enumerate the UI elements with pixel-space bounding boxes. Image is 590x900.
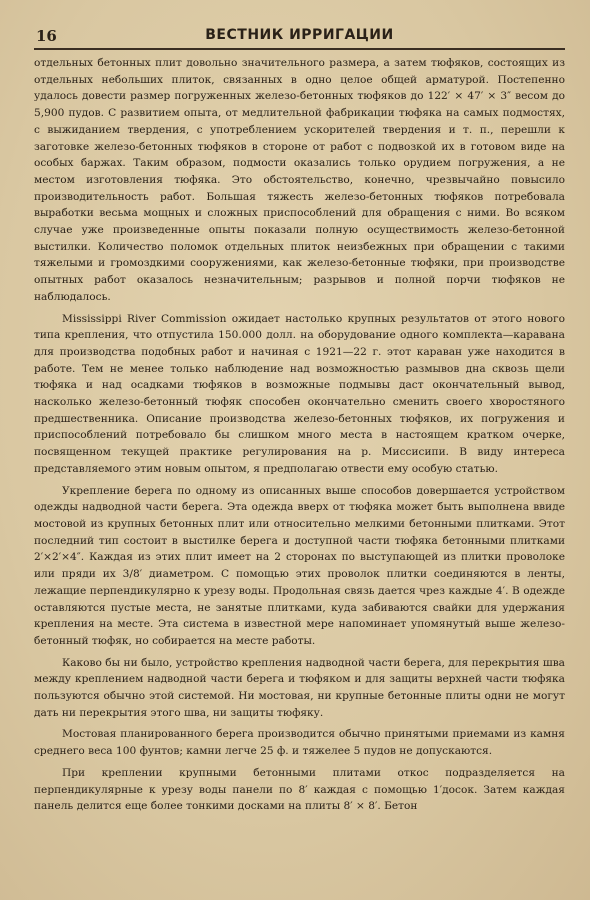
page-header (34, 24, 565, 50)
paragraph: При креплении крупными бетонными плитами откос подразделяется на перпендикулярные к урезу воды панели по 8′ каждая с помощью 1′досок. Затем каждая панель делится еще более тонкими досками на плиты 8′ × 8′. Бетон (34, 766, 565, 813)
page-number: 16 (36, 27, 57, 45)
article-body (34, 55, 565, 815)
paragraph: Mississippi River Commission ожидает настолько крупных результатов от этого нового типа крепления, что отпустила 150.000 долл. на оборудование одного комплекта—каравана для производства подобных работ и начиная с 1921—22 г. этот караван уже находится в работе. Тем не менее только наблюдение над возможностью размывов дна сквозь щели тюфяка и над осадками тюфяков в возможные подмывы даст окончательный вывод, насколько железо-бетонный тюфяк способен окончательно сменить своего хворостяного предшественника. Описание производства железо-бетонных тюфяков, их погружения и приспособлений потребовало бы слишком много места в настоящем кратком очерке, посвященном текущей практике регулирования на р. Миссисипи. В виду интереса представляемого этим новым опытом, я предполагаю отвести ему особую статью. (34, 312, 565, 475)
paragraph: Каково бы ни было, устройство крепления надводной части берега, для перекрытия шва между креплением надводной части берега и тюфяком и для защиты верхней части тюфяка пользуются обычно этой системой. Ни мостовая, ни крупные бетонные плиты одни не могут дать ни перекрытия этого шва, ни защиты тюфяку. (34, 656, 565, 719)
journal-title: ВЕСТНИК ИРРИГАЦИИ (205, 27, 394, 43)
paragraph: Укрепление берега по одному из описанных выше способов довершается устройством одежды надводной части берега. Эта одежда вверх от тюфяка может быть выполнена ввиде мостовой из крупных бетонных плит или относительно мелкими бетонными плитками. Этот последний тип состоит в выстилке берега и доступной части тюфяка бетонными плитками 2′×2′×4″. Каждая из этих плит имеет на 2 сторонах по выступающей из плитки проволоке или пряди их 3/8′ диаметром. С помощью этих проволок плитки соединяются в ленты, лежащие перпендикулярно к урезу воды. Продольная связь дается чрез каждые 4′. В одежде оставляются пустые места, не занятые плитками, куда забиваются свайки для удержания крепления на месте. Эта система в известной мере напоминает упомянутый выше железо-бетонный тюфяк, но собирается на месте работы. (34, 484, 565, 647)
paragraph: отдельных бетонных плит довольно значительного размера, а затем тюфяков, состоящих из отдельных небольших плиток, связанных в одно целое общей арматурой. Постепенно удалось довести размер погруженных железо-бетонных тюфяков до 122′ × 47′ × 3″ весом до 5,900 пудов. С развитием опыта, от медлительной фабрикации тюфяка на самых подмостях, с выжиданием твердения, с употреблением ускорителей твердения и т. п., перешли к заготовке железо-бетонных тюфяков в стороне от работ с подвозкой их в готовом виде на особых баржах. Таким образом, подмости оказались только орудием погружения, а не местом изготовления тюфяка. Это обстоятельство, конечно, чрезвычайно повысило производительность работ. Большая тяжесть железо-бетонных тюфяков потребовала выработки весьма мощных и сложных приспособлений для обращения с ними. Во всяком случае уже произведенные опыты показали полную осуществимость железо-бетонной выстилки. Количество поломок отдельных плиток неизбежных при обращении с такими тяжелыми и громоздкими сооружениями, как железо-бетонные тюфяки, при производстве опытных работ оказалось незначительным; разрывов и полной порчи тюфяков не наблюдалось. (34, 57, 565, 303)
paragraph: Мостовая планированного берега производится обычно принятыми приемами из камня среднего веса 100 фунтов; камни легче 25 ф. и тяжелее 5 пудов не допускаются. (34, 728, 565, 758)
